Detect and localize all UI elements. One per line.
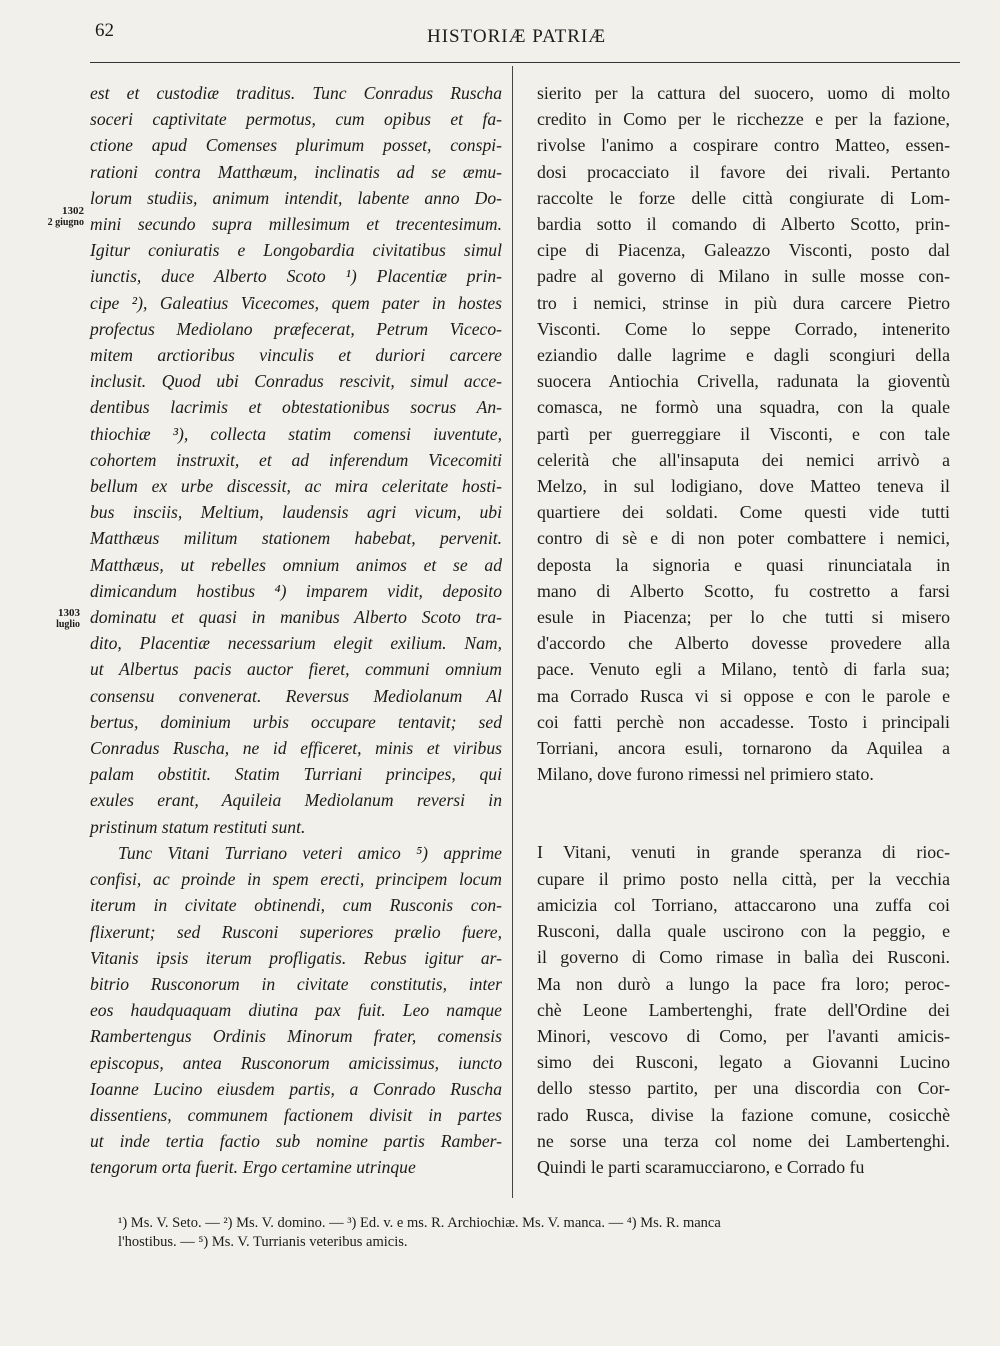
italian-text-line: suocera Antiochia Crivella, radunata la gioventù <box>537 371 950 392</box>
latin-text-line: inclusit. Quod ubi Conradus rescivit, simul acce- <box>90 371 502 392</box>
italian-text-line: I Vitani, venuti in grande speranza di rioc- <box>537 842 950 863</box>
italian-text-line: Torriani, ancora esuli, tornarono da Aquilea a <box>537 738 950 759</box>
italian-text-line: il governo di Como rimase in balìa dei Rusconi. <box>537 947 950 968</box>
margin-note-date: luglio <box>56 619 80 630</box>
page-number: 62 <box>95 20 114 41</box>
latin-text-line: mini secundo supra millesimum et trecentesimum. <box>90 214 502 235</box>
latin-text-line: episcopus, antea Rusconorum amicissimus, iuncto <box>90 1052 502 1073</box>
latin-text-line: soceri captivitate permotus, cum opibus et fa- <box>90 109 502 130</box>
latin-text-line: thiochiæ ³), collecta statim comensi iuventute, <box>90 423 502 444</box>
italian-text-line: mano di Alberto Scotto, fu costretto a farsi <box>537 580 950 601</box>
italian-text-line: pace. Venuto egli a Milano, tentò di farla sua; <box>537 659 950 680</box>
latin-text-line: Vitanis ipsis iterum profligatis. Rebus igitur ar- <box>90 947 502 968</box>
italian-text-line: tro i nemici, strinse in più dura carcere Pietro <box>537 292 950 313</box>
latin-text-line: ut Albertus pacis auctor fieret, communi omnium <box>90 659 502 680</box>
italian-text-line: Rusconi, dalla quale uscirono con la peggio, e <box>537 921 950 942</box>
latin-text-line: Matthæus, ut rebelles omnium animos et se ad <box>90 554 502 575</box>
latin-text-line: dimicandum hostibus ⁴) imparem vidit, deposito <box>90 580 502 601</box>
italian-text-line: deposta la signoria e quasi rinunciatala in <box>537 554 950 575</box>
margin-note-date: 2 giugno <box>47 217 84 228</box>
latin-text-line: tengorum orta fuerit. Ergo certamine utrinque <box>90 1157 416 1178</box>
latin-text-line: bellum ex urbe discessit, ac mira celeritate hosti- <box>90 476 502 497</box>
italian-text-line: partì per guerreggiare il Visconti, e con tale <box>537 423 950 444</box>
latin-text-line: dito, Placentiæ necessarium elegit exilium. Nam, <box>90 633 502 654</box>
latin-text-line: profectus Mediolano præfecerat, Petrum Viceco- <box>90 318 502 339</box>
paragraph-gap <box>537 787 950 839</box>
italian-text-line: chè Leone Lambertenghi, frate dell'Ordine dei <box>537 999 950 1020</box>
italian-text-line: bardia sotto il comando di Alberto Scotto, prin- <box>537 214 950 235</box>
latin-text-line: iterum in civitate obtinendi, cum Rusconis con- <box>90 895 502 916</box>
latin-text-line: pristinum statum restituti sunt. <box>90 816 306 837</box>
latin-text-line: bus insciis, Meltium, laudensis agri vicum, ubi <box>90 502 502 523</box>
latin-text-line: bertus, dominium urbis occupare tentavit; sed <box>90 711 502 732</box>
italian-text-line: padre al governo di Milano in sulle mosse con- <box>537 266 950 287</box>
header-rule <box>90 62 960 63</box>
italian-text-line: dosi procacciato il favore dei rivali. Pertanto <box>537 161 950 182</box>
margin-note-1302 <box>40 205 84 229</box>
latin-text-line: confisi, ac proinde in spem erecti, principem locum <box>90 869 502 890</box>
italian-text-line: Milano, dove furono rimessi nel primiero stato. <box>537 764 874 785</box>
column-divider <box>512 66 513 1198</box>
latin-text-line: flixerunt; sed Rusconi superiores prælio fuere, <box>90 921 502 942</box>
italian-text-line: raccolte le forze delle città congiurate di Lom- <box>537 187 950 208</box>
latin-text-line: cohortem instruxit, et ad inferendum Vicecomiti <box>90 449 502 470</box>
latin-text-line: cipe ²), Galeatius Vicecomes, quem pater in hostes <box>90 292 502 313</box>
latin-text-line: palam obstitit. Statim Turriani principes, qui <box>90 764 502 785</box>
latin-text-line: est et custodiæ traditus. Tunc Conradus Ruscha <box>90 83 502 103</box>
italian-text-line: Minori, vescovo di Como, per l'avanti amicis- <box>537 1025 950 1046</box>
margin-note-year: 1303 <box>58 607 80 619</box>
italian-text-line: coi fatti perchè non accadesse. Tosto i principali <box>537 711 950 732</box>
latin-text-line: dominatu et quasi in manibus Alberto Scoto tra- <box>90 607 502 628</box>
latin-text-line: rationi contra Matthæum, inclinatis ad se æmu- <box>90 161 502 182</box>
latin-text-line: dissentiens, communem factionem divisit in partes <box>90 1104 502 1125</box>
italian-text-line: dello stesso partito, per una discordia con Cor- <box>537 1078 950 1099</box>
italian-text-line: Ma non durò a lungo la pace fra loro; peroc- <box>537 973 950 994</box>
latin-text-line: dentibus lacrimis et obtestationibus socrus An- <box>90 397 502 418</box>
italian-text-line: celerità che all'insaputa dei nemici arrivò a <box>537 449 950 470</box>
margin-note-year: 1302 <box>62 205 84 217</box>
latin-text-line: eos haudquaquam diutina pax fuit. Leo namque <box>90 1000 502 1021</box>
latin-text-line: mitem arctioribus vinculis et duriori carcere <box>90 345 502 366</box>
latin-text-line: Conradus Ruscha, ne id efficeret, minis et viribus <box>90 738 502 759</box>
latin-text-line: Tunc Vitani Turriano veteri amico ⁵) apprime <box>118 842 502 863</box>
running-title: HISTORIÆ PATRIÆ <box>427 26 607 47</box>
page-header <box>95 20 960 52</box>
latin-text-line: Rambertengus Ordinis Minorum frater, comensis <box>90 1026 502 1047</box>
italian-text-line: rado Rusca, divise la fazione comune, cosicchè <box>537 1104 950 1125</box>
latin-text-line: Ioanne Lucino eiusdem partis, a Conrado Ruscha <box>90 1078 502 1099</box>
latin-text-line: consensu convenerat. Reversus Mediolanum Al <box>90 685 502 706</box>
italian-text-line: amicizia col Torriano, attaccarono una zuffa coi <box>537 894 950 915</box>
italian-text-line: Quindi le parti scaramucciarono, e Corrado fu <box>537 1156 865 1177</box>
italian-text-line: quartiere dei soldati. Come questi vide tutti <box>537 502 950 523</box>
latin-text-line: ut inde tertia factio sub nomine partis Ramber- <box>90 1131 502 1152</box>
footnotes <box>118 1214 950 1252</box>
italian-text-line: cupare il primo posto nella città, per la vecchia <box>537 868 950 889</box>
footnote-line: l'hostibus. — ⁵) Ms. V. Turrianis veteribus amicis. <box>118 1234 408 1250</box>
italian-text-line: d'accordo che Alberto dovesse provedere alla <box>537 633 950 654</box>
italian-text-line: contro di sè e di non poter combattere i nemici, <box>537 528 950 549</box>
latin-text-line: ctione apud Comenses plurimum posset, conspi- <box>90 135 502 156</box>
latin-text-line: iunctis, duce Alberto Scoto ¹) Placentiæ prin- <box>90 266 502 287</box>
italian-text-line: sierito per la cattura del suocero, uomo di molto <box>537 83 950 103</box>
italian-text-line: credito in Como per le ricchezze e per la fazione, <box>537 109 950 130</box>
latin-text-column <box>90 80 502 1181</box>
italian-text-line: simo dei Rusconi, legato a Giovanni Lucino <box>537 1052 950 1073</box>
latin-text-line: bitrio Rusconorum in civitate constitutis, inter <box>90 973 502 994</box>
italian-text-line: comasca, ne formò una squadra, con la quale <box>537 397 950 418</box>
italian-text-line: Melzo, in sul lodigiano, dove Matteo teneva il <box>537 476 950 497</box>
footnote-line: ¹) Ms. V. Seto. — ²) Ms. V. domino. — ³) Ed. v. e ms. R. Archiochiæ. Ms. V. manca. — ⁴) Ms. R. manca <box>118 1215 721 1231</box>
italian-text-line: Visconti. Come lo seppe Corrado, intenerito <box>537 318 950 339</box>
latin-text-line: Matthæus militum stationem habebat, pervenit. <box>90 528 502 549</box>
italian-text-line: cipe di Piacenza, Galeazzo Visconti, posto dal <box>537 240 950 261</box>
italian-text-column <box>537 80 950 1180</box>
italian-text-line: ne sorse una terza col nome dei Lambertenghi. <box>537 1130 950 1151</box>
italian-text-line: rivolse l'animo a cospirare contro Matteo, essen- <box>537 135 950 156</box>
margin-note-1303 <box>40 607 80 631</box>
italian-text-line: esule in Piacenza; per lo che tutti si misero <box>537 607 950 628</box>
italian-text-line: ma Corrado Rusca vi si oppose e con le parole e <box>537 685 950 706</box>
latin-text-line: Igitur coniuratis e Longobardia civitatibus simul <box>90 240 502 261</box>
italian-text-line: eziandio dalle lagrime e dagli scongiuri della <box>537 345 950 366</box>
latin-text-line: lorum studiis, animum intendit, labente anno Do- <box>90 187 502 208</box>
latin-text-line: exules erant, Aquileia Mediolanum reversi in <box>90 790 502 811</box>
